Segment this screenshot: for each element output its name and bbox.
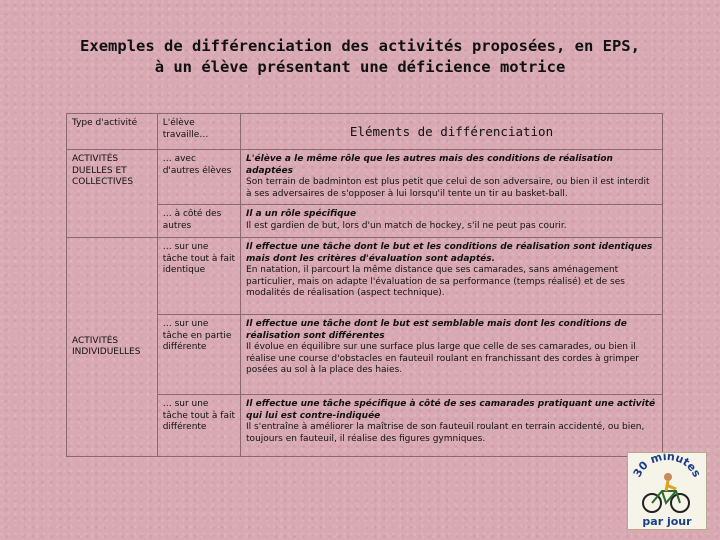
cyclist-icon <box>628 453 706 529</box>
header-type: Type d'activité <box>67 114 158 150</box>
row-lead: Il effectue une tâche dont le but est semblable mais dont les conditions de réalisation sont différentes <box>246 319 627 341</box>
row-mode: … à côté des autres <box>157 205 240 238</box>
row-elements <box>241 238 663 315</box>
row-text: Il évolue en équilibre sur une surface plus large que celle de ses camarades, ou bien il réalise une course d'obstacles en fauteuil roulant en franchissant des cordes à grimper posées au sol à la place des haies. <box>246 342 639 375</box>
row-text: Il s'entraîne à améliorer la maîtrise de son fauteuil roulant en terrain accidenté, ou bien, toujours en fauteuil, il réalise des figures gymniques. <box>246 422 645 444</box>
thirty-minutes-logo <box>627 452 707 530</box>
slide-title <box>40 36 680 78</box>
table-row <box>67 238 663 315</box>
row-text: Il est gardien de but, lors d'un match de hockey, s'il ne peut pas courir. <box>246 220 567 231</box>
group-duelles: ACTIVITÉS DUELLES ET COLLECTIVES <box>67 150 158 238</box>
row-text: Son terrain de badminton est plus petit que celui de son adversaire, ou bien il est interdit à ses adversaires de s'opposer à lui lorsqu'il tente un tir au basket-ball. <box>246 177 650 199</box>
row-mode: … sur une tâche en partie différente <box>157 315 240 395</box>
row-text: En natation, il parcourt la même distance que ses camarades, sans aménagement particulier, mais on adapte l'évaluation de sa performance (temps réalisé) et de ses modalités de réalisation (aspect technique). <box>246 265 625 298</box>
row-mode: … avec d'autres élèves <box>157 150 240 205</box>
row-elements <box>241 315 663 395</box>
logo-top-text: 30 minutes <box>630 453 704 480</box>
logo-bottom-text: par jour <box>642 515 692 528</box>
row-elements <box>241 205 663 238</box>
row-mode: … sur une tâche tout à fait différente <box>157 395 240 457</box>
row-lead: Il a un rôle spécifique <box>246 209 357 219</box>
title-line-2: à un élève présentant une déficience motrice <box>154 58 566 76</box>
header-eleve: L'élève travaille… <box>157 114 240 150</box>
title-line-1: Exemples de différenciation des activités proposées, en EPS, <box>80 37 640 55</box>
differentiation-table <box>66 113 663 457</box>
table-header-row <box>67 114 663 150</box>
row-elements <box>241 395 663 457</box>
row-lead: L'élève a le même rôle que les autres mais des conditions de réalisation adaptées <box>246 154 613 176</box>
header-elements: Eléments de différenciation <box>241 114 663 150</box>
row-lead: Il effectue une tâche dont le but et les conditions de réalisation sont identiques mais dont les critères d'évaluation sont adaptés. <box>246 242 653 264</box>
row-elements <box>241 150 663 205</box>
table-row <box>67 150 663 205</box>
row-mode: … sur une tâche tout à fait identique <box>157 238 240 315</box>
row-lead: Il effectue une tâche spécifique à côté de ses camarades pratiquant une activité qui lui est contre-indiquée <box>246 399 656 421</box>
group-individuelles: ACTIVITÉS INDIVIDUELLES <box>67 238 158 457</box>
